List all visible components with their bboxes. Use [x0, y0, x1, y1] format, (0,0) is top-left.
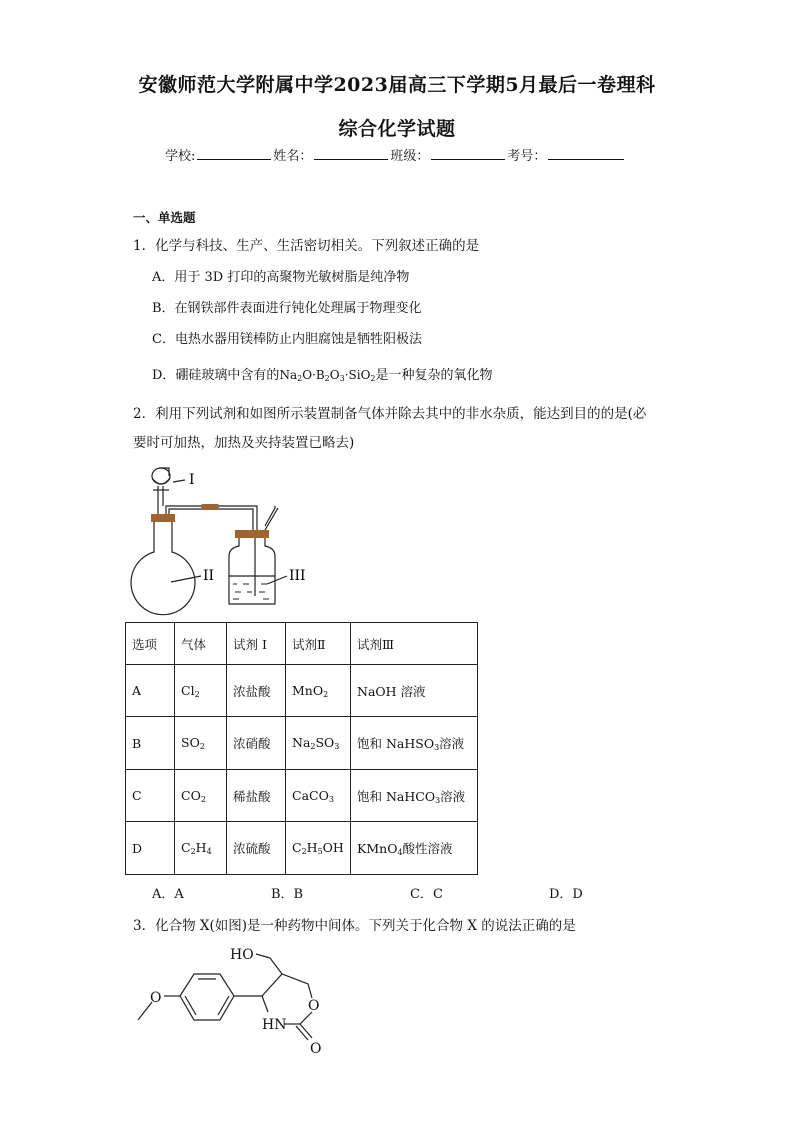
q2-choice-a: A．A — [152, 887, 184, 902]
formula-sub: 3 — [339, 374, 345, 383]
table-cell — [175, 665, 227, 717]
table-cell: NaOH 溶液 — [351, 665, 478, 717]
q1-d-suffix: 是一种复杂的氧化物 — [375, 368, 493, 383]
q1-d-formula — [279, 368, 375, 382]
formula-sub: 2 — [301, 847, 307, 856]
q2-choice-c: C．C — [410, 887, 443, 902]
school-blank[interactable] — [197, 147, 271, 160]
formula-sub: 2 — [199, 742, 205, 751]
q2-stem-line-2: 要时可加热，加热及夹持装置已略去) — [133, 435, 355, 451]
formula-part: CO — [181, 787, 201, 803]
formula-sub: 4 — [397, 848, 403, 857]
bottle-stopper — [235, 530, 269, 538]
formula-sub: 5 — [317, 847, 323, 856]
formula-sub: 3 — [434, 743, 440, 752]
table-cell — [175, 717, 227, 770]
q1-option-a: A．用于 3D 打印的高聚物光敏树脂是纯净物 — [152, 270, 410, 285]
formula-part: 酸性溶液 — [402, 841, 453, 856]
q3-stem: 3．化合物 X(如图)是一种药物中间体。下列关于化合物 X 的说法正确的是 — [133, 918, 576, 934]
class-label: 班级： — [390, 149, 430, 164]
table-row — [126, 665, 478, 717]
formula-part: Na — [279, 368, 298, 382]
table-cell: 浓硝酸 — [227, 717, 286, 770]
table-cell — [351, 770, 478, 822]
table-cell — [175, 822, 227, 875]
table-cell: A — [126, 665, 175, 717]
title-line-1: 安徽师范大学附属中学2023届高三下学期5月最后一卷理科 — [138, 74, 656, 96]
funnel-stopper — [159, 468, 169, 476]
formula-part: Cl — [181, 682, 195, 698]
table-cell: 浓盐酸 — [227, 665, 286, 717]
section-heading: 一、单选题 — [133, 210, 196, 225]
table-cell — [286, 770, 351, 822]
q1-option-c: C．电热水器用镁棒防止内胆腐蚀是牺牲阳极法 — [152, 332, 422, 347]
label-pointer-I — [173, 480, 185, 482]
school-label: 学校: — [165, 149, 196, 164]
table-cell — [351, 717, 478, 770]
ring-nitrogen-label: HN — [262, 1017, 287, 1033]
label-II: II — [203, 568, 215, 584]
label-pointer-II — [171, 576, 201, 582]
formula-part: ·SiO — [344, 368, 371, 382]
class-blank[interactable] — [431, 147, 505, 160]
table-cell: C — [126, 770, 175, 822]
carbonyl-oxygen-label: O — [310, 1041, 322, 1057]
table-cell — [286, 665, 351, 717]
ch2-bond — [270, 958, 282, 974]
compound-x-structure — [130, 940, 360, 1065]
flask-stopper — [151, 514, 175, 522]
formula-part: C — [292, 840, 302, 855]
ring-bonds-top — [262, 974, 312, 998]
table-row — [126, 770, 478, 822]
hydroxyl-label: HO — [230, 947, 254, 963]
formula-sub: 3 — [435, 795, 441, 805]
methoxy-o-label: O — [150, 990, 162, 1006]
funnel-bulb-bottom — [152, 478, 170, 484]
formula-sub: 3 — [328, 794, 334, 804]
number-blank[interactable] — [548, 147, 624, 160]
formula-part: H — [195, 840, 207, 855]
table-cell — [286, 717, 351, 770]
label-I: I — [189, 472, 195, 488]
number-label: 考号： — [507, 149, 547, 164]
table-cell — [175, 770, 227, 822]
rubber-connector — [201, 504, 219, 510]
formula-sub: 2 — [297, 374, 303, 383]
formula-part: O·B — [302, 368, 325, 382]
name-label: 姓名： — [273, 149, 313, 164]
carbonyl-bond — [296, 1026, 308, 1040]
carbonyl-bond-2 — [300, 1024, 312, 1038]
benzene-ring — [180, 974, 234, 1020]
table-cell: D — [126, 822, 175, 875]
table-header-row — [126, 623, 478, 665]
formula-sub: 2 — [310, 742, 316, 751]
formula-sub: 2 — [324, 374, 330, 383]
ring-bond-c-n-left — [262, 996, 268, 1012]
table-header: 气体 — [175, 623, 227, 665]
name-blank[interactable] — [314, 147, 388, 160]
student-info-line — [165, 145, 626, 164]
table-header: 选项 — [126, 623, 175, 665]
wash-bottle — [229, 534, 275, 604]
q1-option-d — [152, 364, 493, 383]
label-III: III — [289, 568, 306, 584]
table-header: 试剂Ⅱ — [286, 623, 351, 665]
formula-sub: 2 — [323, 689, 329, 699]
benzene-double-bond — [185, 996, 196, 1015]
label-pointer-III — [267, 576, 287, 584]
formula-sub: 4 — [206, 847, 212, 856]
formula-part: 溶液 — [440, 788, 466, 804]
table-header: 试剂 I — [227, 623, 286, 665]
formula-part: SO — [315, 735, 335, 750]
q1-d-prefix: D．硼硅玻璃中含有的 — [152, 368, 280, 383]
oh-bond — [256, 954, 270, 958]
benzene-double-bond — [218, 996, 229, 1015]
q2-stem-line-1: 2．利用下列试剂和如图所示装置制备气体并除去其中的非水杂质，能达到目的的是(必 — [133, 406, 647, 422]
formula-sub: 3 — [334, 742, 340, 751]
formula-part: MnO — [292, 682, 324, 698]
title-line-2: 综合化学试题 — [338, 118, 456, 140]
table-cell — [351, 822, 478, 875]
table-row — [126, 822, 478, 875]
formula-sub: 2 — [200, 794, 206, 804]
formula-sub: 2 — [370, 374, 376, 383]
q1-option-b: B．在钢铁部件表面进行钝化处理属于物理变化 — [152, 301, 422, 316]
formula-part: H — [306, 840, 318, 855]
formula-part: C — [181, 840, 191, 855]
round-bottom-flask — [131, 520, 195, 615]
table-cell: 浓硫酸 — [227, 822, 286, 875]
table-header: 试剂Ⅲ — [351, 623, 478, 665]
q2-choice-d: D．D — [549, 887, 583, 902]
formula-part: CaCO — [292, 787, 329, 803]
formula-part: 饱和 NaHCO — [357, 788, 436, 804]
formula-part: 饱和 NaHSO — [357, 736, 435, 751]
q2-choice-b: B．B — [271, 887, 304, 902]
formula-part: Na — [292, 735, 311, 750]
formula-part: SO — [181, 735, 200, 750]
table-cell: B — [126, 717, 175, 770]
table-cell: 稀盐酸 — [227, 770, 286, 822]
ring-oxygen-label: O — [308, 998, 320, 1014]
formula-part: OH — [322, 840, 344, 855]
table-row — [126, 717, 478, 770]
reagent-table — [125, 622, 478, 875]
q1-stem: 1．化学与科技、生产、生活密切相关。下列叙述正确的是 — [133, 238, 480, 254]
outlet-tube-inner — [265, 508, 278, 530]
formula-part: 溶液 — [439, 736, 465, 751]
liquid-hatching — [233, 584, 269, 599]
gas-apparatus-figure — [125, 456, 325, 616]
formula-sub: 2 — [194, 689, 200, 699]
formula-part: O — [329, 368, 340, 382]
formula-part: KMnO — [357, 841, 398, 856]
table-cell — [286, 822, 351, 875]
formula-sub: 2 — [190, 847, 196, 856]
